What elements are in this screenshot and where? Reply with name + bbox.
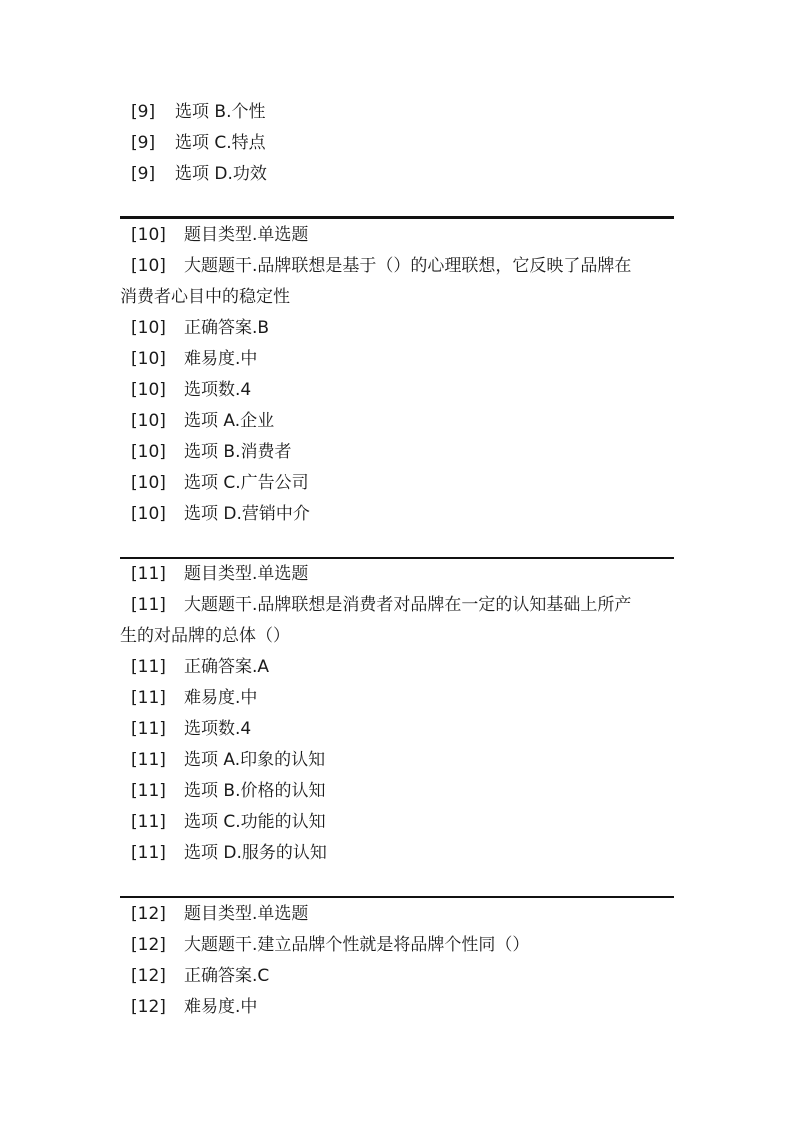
q10-stem: [120, 251, 674, 282]
q11-option-c-text: 选项 C.功能的认知: [184, 812, 326, 832]
q11-option-b: [120, 776, 674, 807]
q10-answer: [120, 313, 674, 344]
q12-stem: [120, 930, 674, 961]
q11-option-count: [120, 714, 674, 745]
q10-type: [120, 220, 674, 251]
q11-number: [11]: [131, 781, 166, 801]
question-12: [120, 899, 674, 1023]
q11-number: [11]: [131, 812, 166, 832]
q10-option-c: [120, 468, 674, 499]
q12-answer: [120, 961, 674, 992]
q11-number: [11]: [131, 657, 166, 677]
q11-type: [120, 559, 674, 590]
q11-number: [11]: [131, 688, 166, 708]
q11-difficulty: [120, 683, 674, 714]
q9-option-c: [120, 128, 674, 159]
q12-stem-text: 大题题干.建立品牌个性就是将品牌个性同（）: [184, 935, 530, 955]
q11-answer-text: 正确答案.A: [184, 657, 270, 677]
q10-answer-text: 正确答案.B: [184, 318, 270, 338]
q12-difficulty: [120, 992, 674, 1023]
q10-option-count-text: 选项数.4: [184, 380, 252, 400]
q11-option-a-text: 选项 A.印象的认知: [184, 750, 326, 770]
q10-number: [10]: [131, 442, 166, 462]
q10-type-text: 题目类型.单选题: [184, 225, 309, 245]
q11-number: [11]: [131, 750, 166, 770]
question-10: [120, 220, 674, 530]
q9-option-d-text: 选项 D.功效: [175, 164, 267, 184]
q11-option-c: [120, 807, 674, 838]
section-divider: [120, 896, 674, 898]
q11-option-d: [120, 838, 674, 869]
q9-option-c-text: 选项 C.特点: [175, 133, 266, 153]
q10-stem-continuation: 消费者心目中的稳定性: [120, 287, 290, 307]
q10-stem-text: 大题题干.品牌联想是基于（）的心理联想，它反映了品牌在: [184, 256, 632, 276]
q10-number: [10]: [131, 411, 166, 431]
q12-answer-text: 正确答案.C: [184, 966, 270, 986]
q10-difficulty: [120, 344, 674, 375]
q12-number: [12]: [131, 904, 166, 924]
q12-difficulty-text: 难易度.中: [184, 997, 258, 1017]
q11-number: [11]: [131, 719, 166, 739]
q10-number: [10]: [131, 473, 166, 493]
q12-number: [12]: [131, 997, 166, 1017]
q10-option-c-text: 选项 C.广告公司: [184, 473, 309, 493]
q10-option-a: [120, 406, 674, 437]
q10-number: [10]: [131, 256, 166, 276]
q11-number: [11]: [131, 843, 166, 863]
q9-number: [9]: [131, 164, 156, 184]
section-divider: [120, 216, 674, 219]
q12-number: [12]: [131, 935, 166, 955]
q10-number: [10]: [131, 318, 166, 338]
q10-option-b-text: 选项 B.消费者: [184, 442, 292, 462]
q10-option-d-text: 选项 D.营销中介: [184, 504, 310, 524]
q10-number: [10]: [131, 349, 166, 369]
q10-difficulty-text: 难易度.中: [184, 349, 258, 369]
q11-option-a: [120, 745, 674, 776]
q12-type-text: 题目类型.单选题: [184, 904, 309, 924]
q11-number: [11]: [131, 595, 166, 615]
q10-option-d: [120, 499, 674, 530]
q11-difficulty-text: 难易度.中: [184, 688, 258, 708]
q10-number: [10]: [131, 504, 166, 524]
q11-type-text: 题目类型.单选题: [184, 564, 309, 584]
q12-number: [12]: [131, 966, 166, 986]
q11-option-count-text: 选项数.4: [184, 719, 252, 739]
q10-option-b: [120, 437, 674, 468]
question-9-options: [120, 97, 674, 190]
q10-number: [10]: [131, 225, 166, 245]
q10-option-count: [120, 375, 674, 406]
q9-number: [9]: [131, 102, 156, 122]
question-11: [120, 559, 674, 869]
q11-stem-text: 大题题干.品牌联想是消费者对品牌在一定的认知基础上所产: [184, 595, 632, 615]
q11-option-d-text: 选项 D.服务的认知: [184, 843, 327, 863]
q9-option-d: [120, 159, 674, 190]
q9-option-b: [120, 97, 674, 128]
q11-option-b-text: 选项 B.价格的认知: [184, 781, 326, 801]
q9-option-b-text: 选项 B.个性: [175, 102, 266, 122]
q10-option-a-text: 选项 A.企业: [184, 411, 275, 431]
q11-stem-continuation: 生的对品牌的总体（）: [120, 626, 290, 646]
q10-number: [10]: [131, 380, 166, 400]
q11-stem: [120, 590, 674, 621]
q11-answer: [120, 652, 674, 683]
q12-type: [120, 899, 674, 930]
q9-number: [9]: [131, 133, 156, 153]
q11-number: [11]: [131, 564, 166, 584]
